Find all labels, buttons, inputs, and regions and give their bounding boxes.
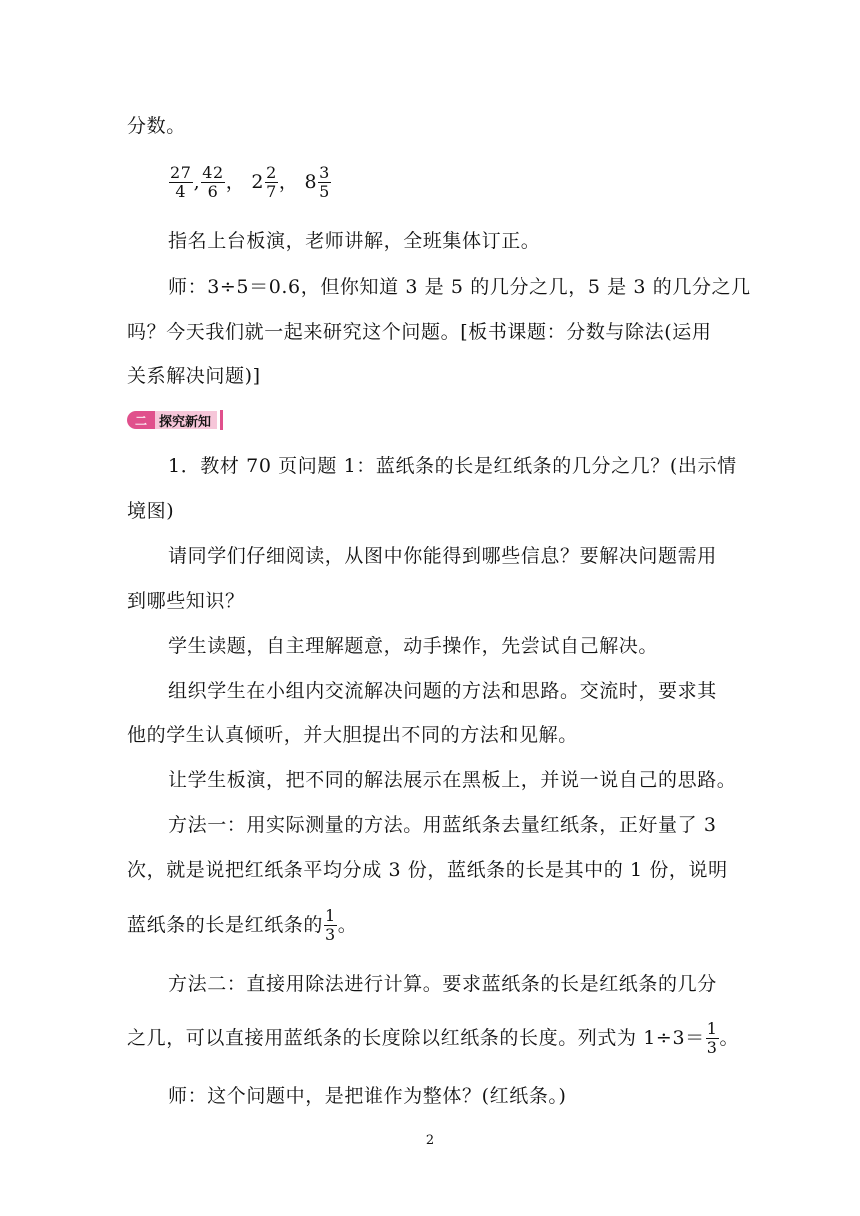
paragraph-line: 1．教材 70 页问题 1：蓝纸条的长是红纸条的几分之几？(出示情 (168, 455, 737, 477)
paragraph-line: 请同学们仔细阅读，从图中你能得到哪些信息？要解决问题需用 (168, 545, 717, 567)
mixed-number-whole: 8 (304, 171, 318, 193)
paragraph-line: 蓝纸条的长是红纸条的 $\frac{1}{3}$ 。 (127, 905, 358, 944)
fraction-one-third: $\frac{1}{3}$ (325, 905, 336, 944)
paragraph-line: 让学生板演，把不同的解法展示在黑板上，并说一说自己的思路。 (168, 769, 737, 791)
fraction-27-4: $\frac{27}{4}$ (170, 162, 192, 201)
paragraph-line: 次，就是说把红纸条平均分成 3 份，蓝纸条的长是其中的 1 份，说明 (127, 859, 728, 881)
paragraph-line: 方法一：用实际测量的方法。用蓝纸条去量红纸条，正好量了 3 (168, 814, 717, 836)
section-heading (127, 409, 223, 431)
paragraph-line: 师：这个问题中，是把谁作为整体？(红纸条。) (168, 1085, 567, 1107)
fraction-one-third: $\frac{1}{3}$ (706, 1018, 718, 1057)
paragraph-line: 之几，可以直接用蓝纸条的长度除以红纸条的长度。列式为 1÷3＝ $\frac{1}{3}$ 。 (127, 1018, 740, 1057)
fraction-42-6: $\frac{42}{6}$ (202, 162, 224, 201)
paragraph-line: 指名上台板演，老师讲解，全班集体订正。 (168, 230, 541, 252)
paragraph-line: 到哪些知识？ (127, 590, 245, 612)
paragraph-line: 方法二：直接用除法进行计算。要求蓝纸条的长是红纸条的几分 (168, 973, 717, 995)
paragraph-line: 关系解决问题)] (127, 365, 261, 387)
separator: , (193, 171, 201, 193)
paragraph-line: 他的学生认真倾听，并大胆提出不同的方法和见解。 (127, 724, 578, 746)
section-number: 二 (127, 411, 155, 429)
section-title: 探究新知 (155, 411, 217, 429)
paragraph-line: 学生读题，自主理解题意，动手操作，先尝试自己解决。 (168, 635, 659, 657)
mixed-number-whole: 2 (251, 171, 265, 193)
section-bar (220, 410, 223, 430)
mixed-fraction-2-7: $\frac{2}{7}$ (266, 162, 277, 201)
separator: ， (225, 171, 246, 193)
mixed-fraction-3-5: $\frac{3}{5}$ (319, 162, 330, 201)
paragraph-line: 分数。 (127, 115, 186, 137)
separator: ， (278, 171, 299, 193)
paragraph-line: 吗？今天我们就一起来研究这个问题。[板书课题：分数与除法(运用 (127, 321, 712, 343)
page-number: 2 (425, 1133, 435, 1148)
fraction-list (168, 158, 778, 206)
paragraph-line: 组织学生在小组内交流解决问题的方法和思路。交流时，要求其 (168, 680, 717, 702)
paragraph-line: 师：3÷5＝0.6，但你知道 3 是 5 的几分之几，5 是 3 的几分之几 (168, 276, 751, 298)
paragraph-line: 境图) (127, 500, 175, 522)
